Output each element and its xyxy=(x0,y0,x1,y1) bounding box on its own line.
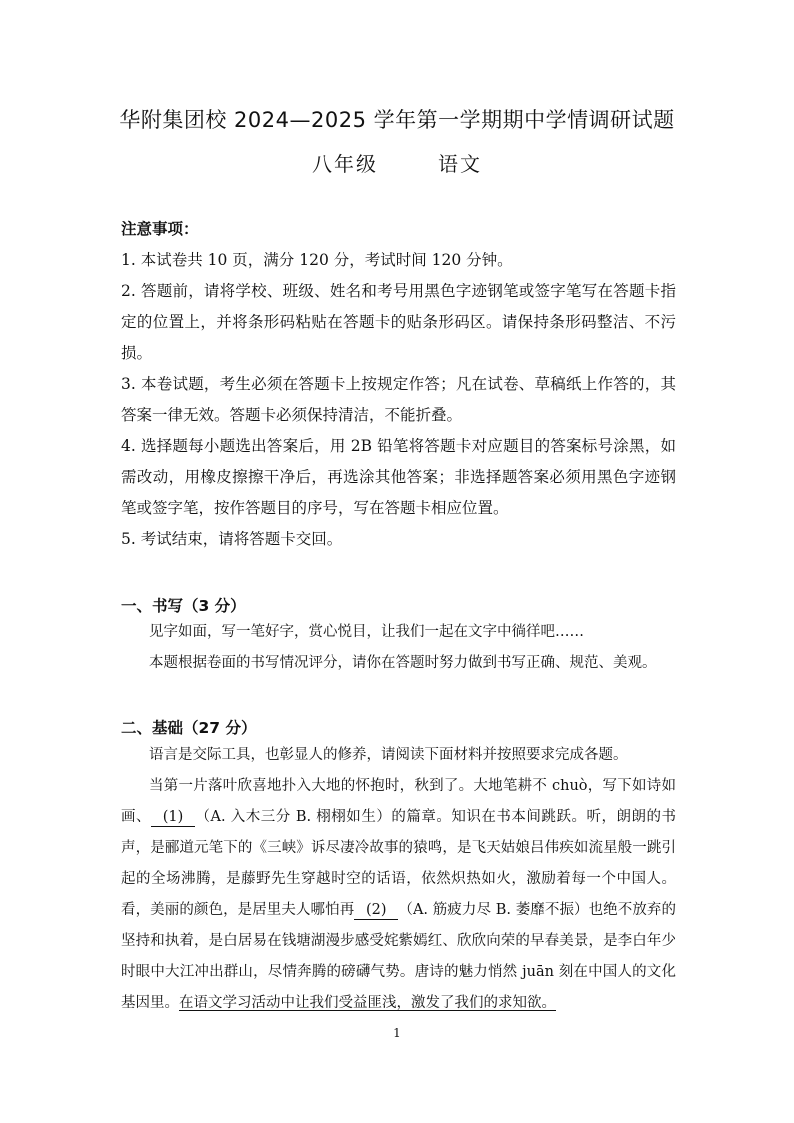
note-item-1: 1. 本试卷共 10 页，满分 120 分，考试时间 120 分钟。 xyxy=(121,251,513,269)
note-item-2: 2. 答题前，请将学校、班级、姓名和考号用黑色字迹钢笔或签字笔写在答题卡指定的位置上，并将条形码粘贴在答题卡的贴条形码区。请保持条形码整洁、不污损。 xyxy=(121,282,676,362)
blank-2: (2) xyxy=(354,901,398,920)
passage-part-2: （A. 入木三分 B. 栩栩如生）的篇章。知识在书本间跳跃。听，朗朗的书声，是郦道元笔下的《三峡》诉尽凄冷故事的猿鸣，是飞天姑娘吕伟疾如流星般一跳引起的全场沸腾，是藤野先生穿越时空的话语，依然炽热如火，激励着每一个中国人。看，美丽的颜色，是居里夫人哪怕再 xyxy=(121,809,677,918)
section1-line-1: 见字如面，写一笔好字，赏心悦目，让我们一起在文字中徜徉吧…… xyxy=(149,624,584,640)
section1-heading: 一、书写（3 分） xyxy=(121,597,246,615)
passage-part-3: （A. 筋疲力尽 B. 萎靡不振）也绝不放弃的坚持和执着，是白居易在钱塘湖漫步感受姹紫嫣红、欣欣向荣的早春美景，是李白年少时眼中大江冲出群山，尽情奔腾的磅礴气势。唐诗的魅力悄然 juān 刻在中国人的文化基因里。 xyxy=(121,902,677,1011)
exam-subtitle xyxy=(0,148,794,177)
passage-part-1: 当第一片落叶欣喜地扑入大地的怀抱时，秋到了。大地笔耕不 chuò，写下如诗如画、 xyxy=(121,778,676,825)
page-number: 1 xyxy=(393,1026,401,1040)
notes-heading: 注意事项： xyxy=(121,220,199,238)
section1-line-2: 本题根据卷面的书写情况评分，请你在答题时努力做到书写正确、规范、美观。 xyxy=(149,655,657,671)
exam-title: 华附集团校 2024—2025 学年第一学期期中学情调研试题 xyxy=(119,108,675,132)
blank-1: (1) xyxy=(151,808,195,827)
section2-passage xyxy=(121,771,676,1019)
note-item-4: 4. 选择题每小题选出答案后，用 2B 铅笔将答题卡对应题目的答案标号涂黑，如需改动，用橡皮擦擦干净后，再选涂其他答案；非选择题答案必须用黑色字迹钢笔或签字笔，按作答题目的序号，写在答题卡相应位置。 xyxy=(121,437,676,517)
section2-intro: 语言是交际工具，也彰显人的修养，请阅读下面材料并按照要求完成各题。 xyxy=(149,747,628,763)
grade-label: 八年级 xyxy=(312,152,378,176)
subject-label: 语文 xyxy=(438,152,482,176)
underlined-sentence: 在语文学习活动中让我们受益匪浅，激发了我们的求知欲。 xyxy=(179,995,556,1011)
note-item-5: 5. 考试结束，请将答题卡交回。 xyxy=(121,530,343,548)
section2-heading: 二、基础（27 分） xyxy=(121,719,257,737)
note-item-3: 3. 本卷试题，考生必须在答题卡上按规定作答；凡在试卷、草稿纸上作答的，其答案一律无效。答题卡必须保持清洁，不能折叠。 xyxy=(121,375,676,424)
